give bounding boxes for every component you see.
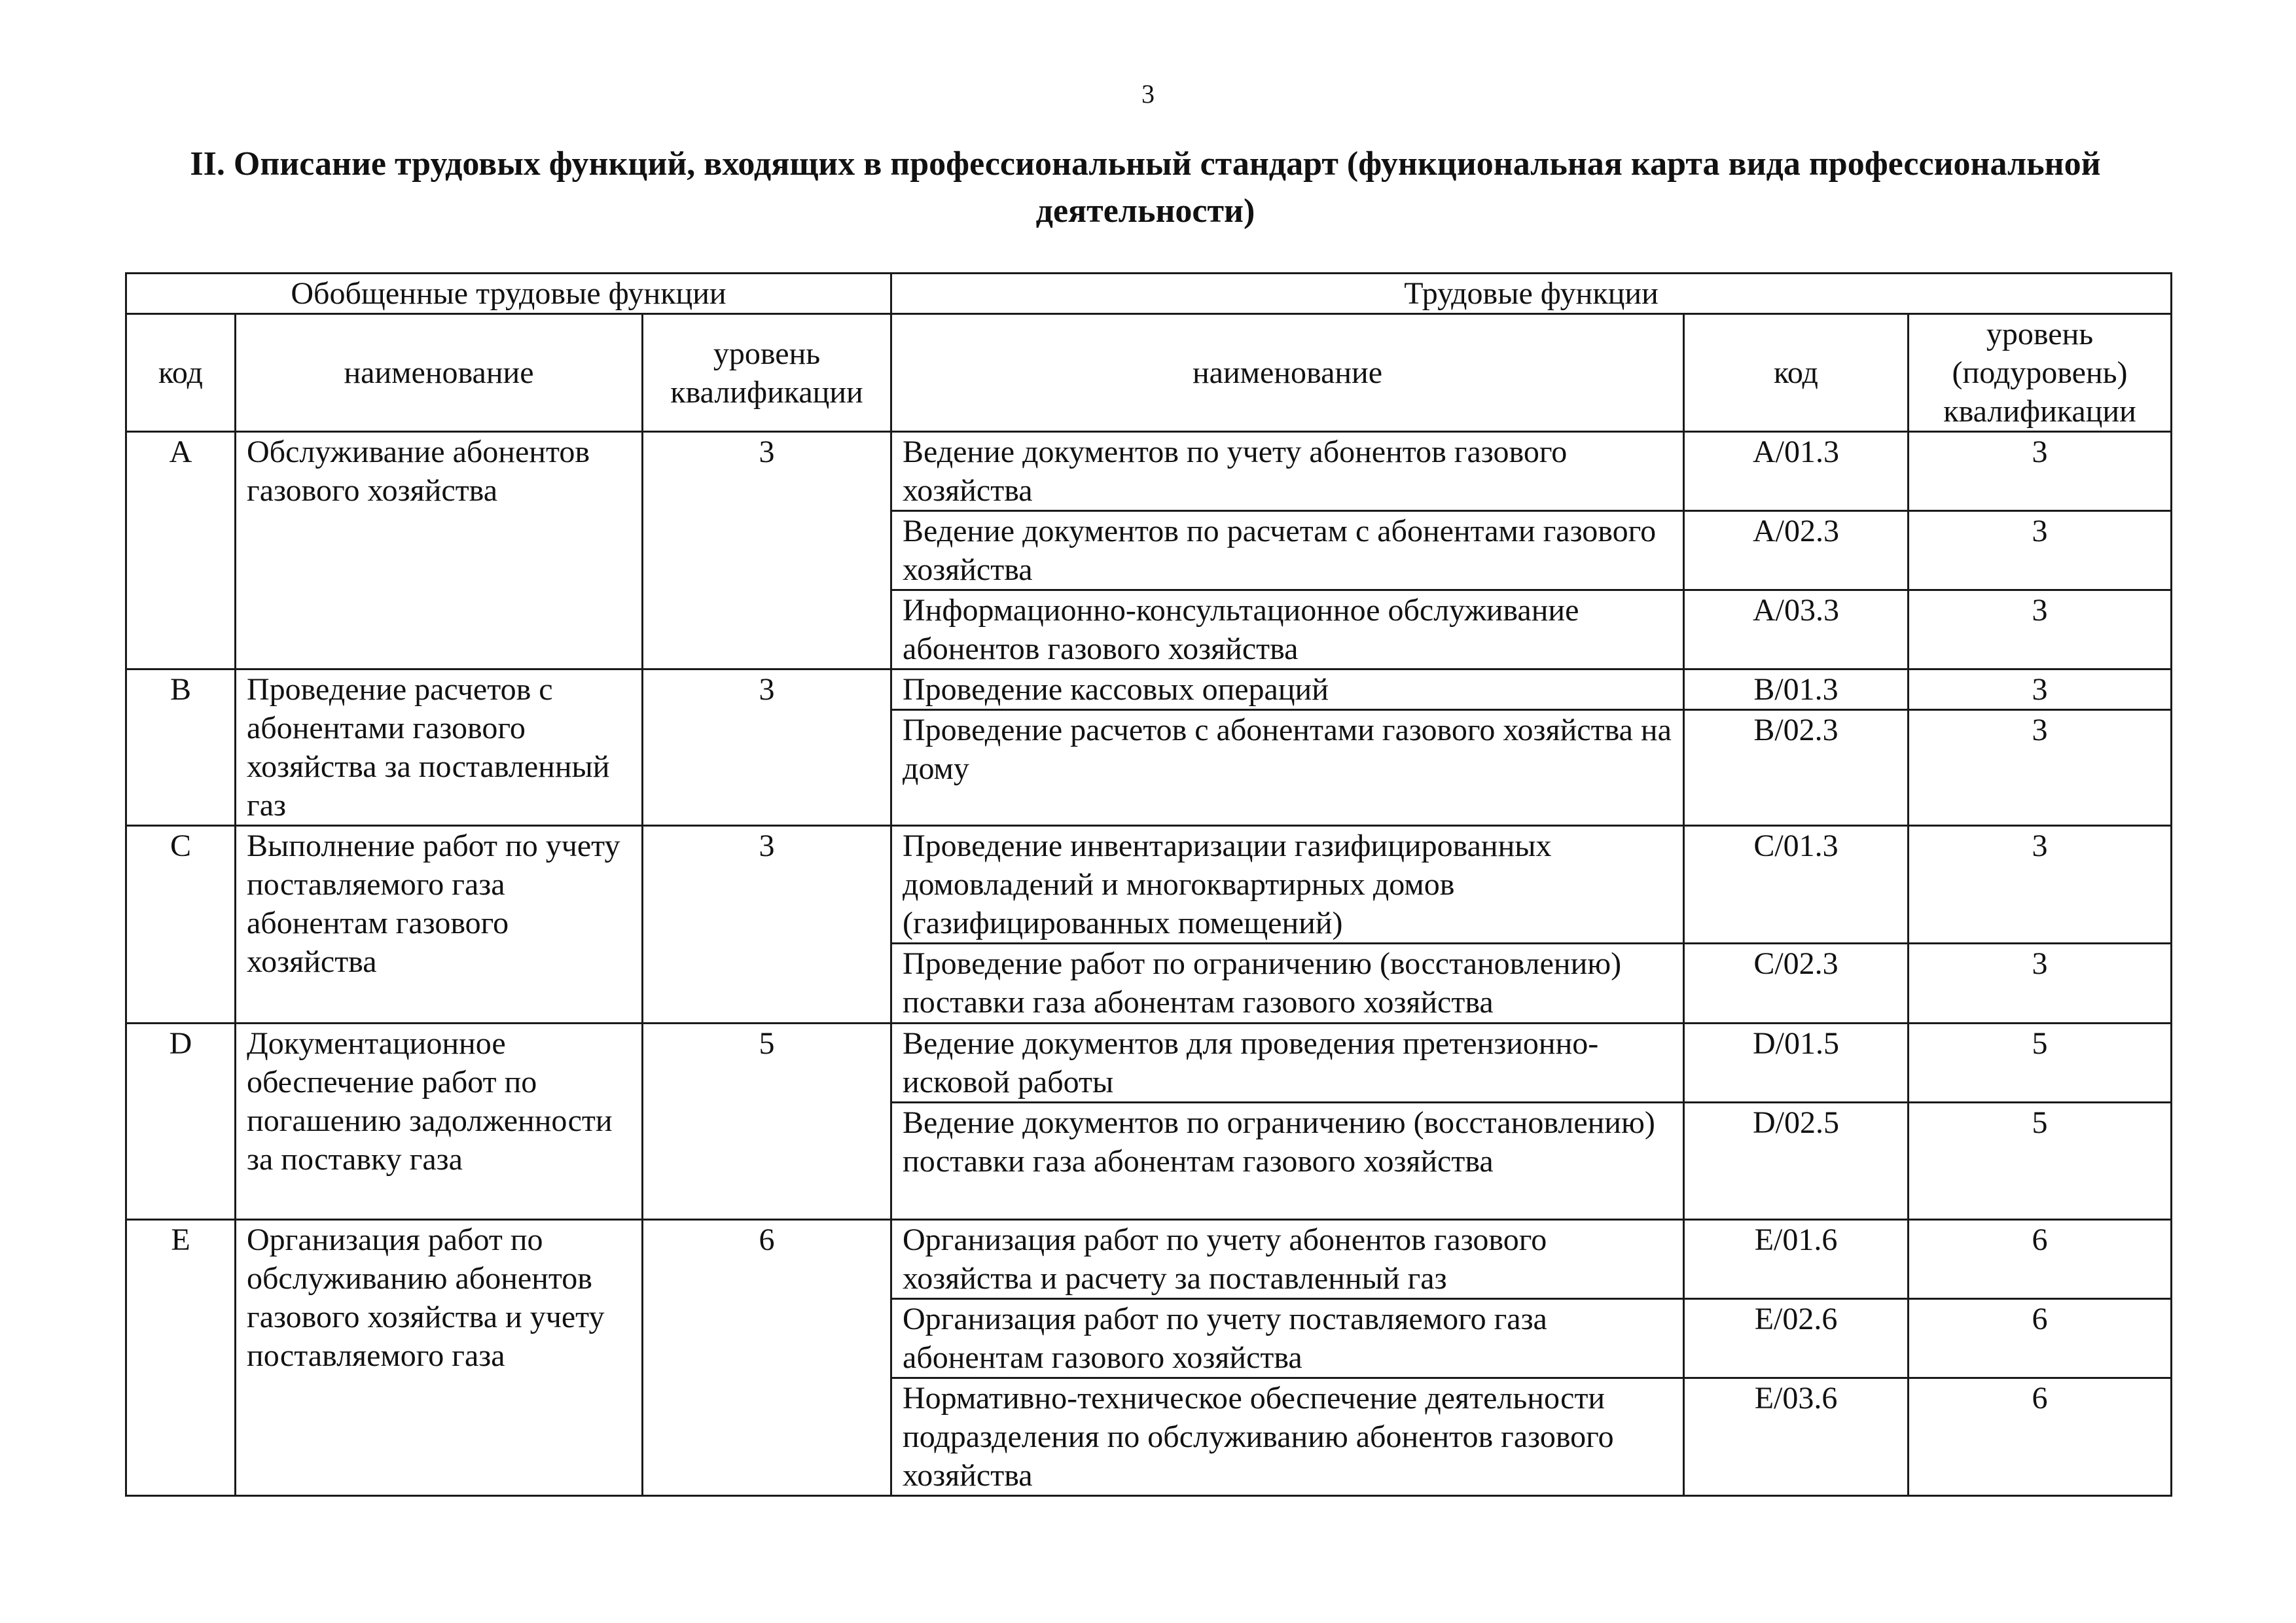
function-level: 5: [1909, 1103, 2172, 1220]
header-row-top: [126, 274, 2172, 314]
table-row: [126, 432, 2172, 511]
table-row: [126, 826, 2172, 944]
function-level: 3: [1909, 669, 2172, 710]
group-code: B: [126, 669, 236, 826]
page-number: 3: [1141, 79, 1155, 109]
function-name: Ведение документов по учету абонентов газового хозяйства: [891, 432, 1684, 511]
function-name: Ведение документов по расчетам с абонентами газового хозяйства: [891, 511, 1684, 590]
group-name: Проведение расчетов с абонентами газового хозяйства за поставленный газ: [236, 669, 643, 826]
group-name: Организация работ по обслуживанию абонентов газового хозяйства и учету поставляемого газа: [236, 1220, 643, 1496]
function-level: 6: [1909, 1378, 2172, 1496]
header-row-columns: [126, 314, 2172, 432]
function-name: Проведение инвентаризации газифицированных домовладений и многоквартирных домов (газифицированных помещений): [891, 826, 1684, 944]
function-code: B/02.3: [1684, 710, 1909, 826]
function-name: Нормативно-техническое обеспечение деятельности подразделения по обслуживанию абонентов газового хозяйства: [891, 1378, 1684, 1496]
function-code: E/01.6: [1684, 1220, 1909, 1299]
column-header-function-name: наименование: [891, 314, 1684, 432]
group-code: A: [126, 432, 236, 669]
group-name: Выполнение работ по учету поставляемого газа абонентам газового хозяйства: [236, 826, 643, 1024]
function-code: A/03.3: [1684, 590, 1909, 669]
column-header-code: код: [126, 314, 236, 432]
function-name: Организация работ по учету поставляемого газа абонентам газового хозяйства: [891, 1299, 1684, 1378]
function-code: C/02.3: [1684, 944, 1909, 1024]
function-code: E/03.6: [1684, 1378, 1909, 1496]
group-name: Обслуживание абонентов газового хозяйства: [236, 432, 643, 669]
group-code: E: [126, 1220, 236, 1496]
function-code: D/01.5: [1684, 1024, 1909, 1103]
function-code: B/01.3: [1684, 669, 1909, 710]
header-labor-functions: Трудовые функции: [891, 274, 2172, 314]
function-level: 3: [1909, 944, 2172, 1024]
table-row: [126, 1220, 2172, 1299]
function-level: 3: [1909, 710, 2172, 826]
group-level: 6: [643, 1220, 891, 1496]
function-code: D/02.5: [1684, 1103, 1909, 1220]
function-name: Ведение документов для проведения претензионно-исковой работы: [891, 1024, 1684, 1103]
column-header-function-code: код: [1684, 314, 1909, 432]
function-name: Проведение расчетов с абонентами газового хозяйства на дому: [891, 710, 1684, 826]
header-generalized-functions: Обобщенные трудовые функции: [126, 274, 891, 314]
group-code: C: [126, 826, 236, 1024]
function-level: 5: [1909, 1024, 2172, 1103]
column-header-level: уровень квалификации: [643, 314, 891, 432]
function-level: 3: [1909, 590, 2172, 669]
function-level: 6: [1909, 1299, 2172, 1378]
function-level: 3: [1909, 826, 2172, 944]
column-header-function-level: уровень (подуровень) квалификации: [1909, 314, 2172, 432]
function-name: Проведение работ по ограничению (восстановлению) поставки газа абонентам газового хозяйства: [891, 944, 1684, 1024]
table-row: [126, 1024, 2172, 1103]
function-code: C/01.3: [1684, 826, 1909, 944]
function-name: Ведение документов по ограничению (восстановлению) поставки газа абонентам газового хозяйства: [891, 1103, 1684, 1220]
function-name: Информационно-консультационное обслуживание абонентов газового хозяйства: [891, 590, 1684, 669]
function-name: Проведение кассовых операций: [891, 669, 1684, 710]
column-header-name: наименование: [236, 314, 643, 432]
function-level: 3: [1909, 511, 2172, 590]
function-code: E/02.6: [1684, 1299, 1909, 1378]
function-code: A/01.3: [1684, 432, 1909, 511]
functional-map-table: [125, 272, 2172, 1497]
function-code: A/02.3: [1684, 511, 1909, 590]
function-level: 3: [1909, 432, 2172, 511]
function-name: Организация работ по учету абонентов газового хозяйства и расчету за поставленный газ: [891, 1220, 1684, 1299]
group-level: 5: [643, 1024, 891, 1220]
group-level: 3: [643, 669, 891, 826]
group-code: D: [126, 1024, 236, 1220]
section-title: II. Описание трудовых функций, входящих в профессиональный стандарт (функциональная карта вида профессиональной деятельности): [190, 145, 2101, 230]
group-level: 3: [643, 432, 891, 669]
group-level: 3: [643, 826, 891, 1024]
table-row: [126, 669, 2172, 710]
function-level: 6: [1909, 1220, 2172, 1299]
group-name: Документационное обеспечение работ по погашению задолженности за поставку газа: [236, 1024, 643, 1220]
